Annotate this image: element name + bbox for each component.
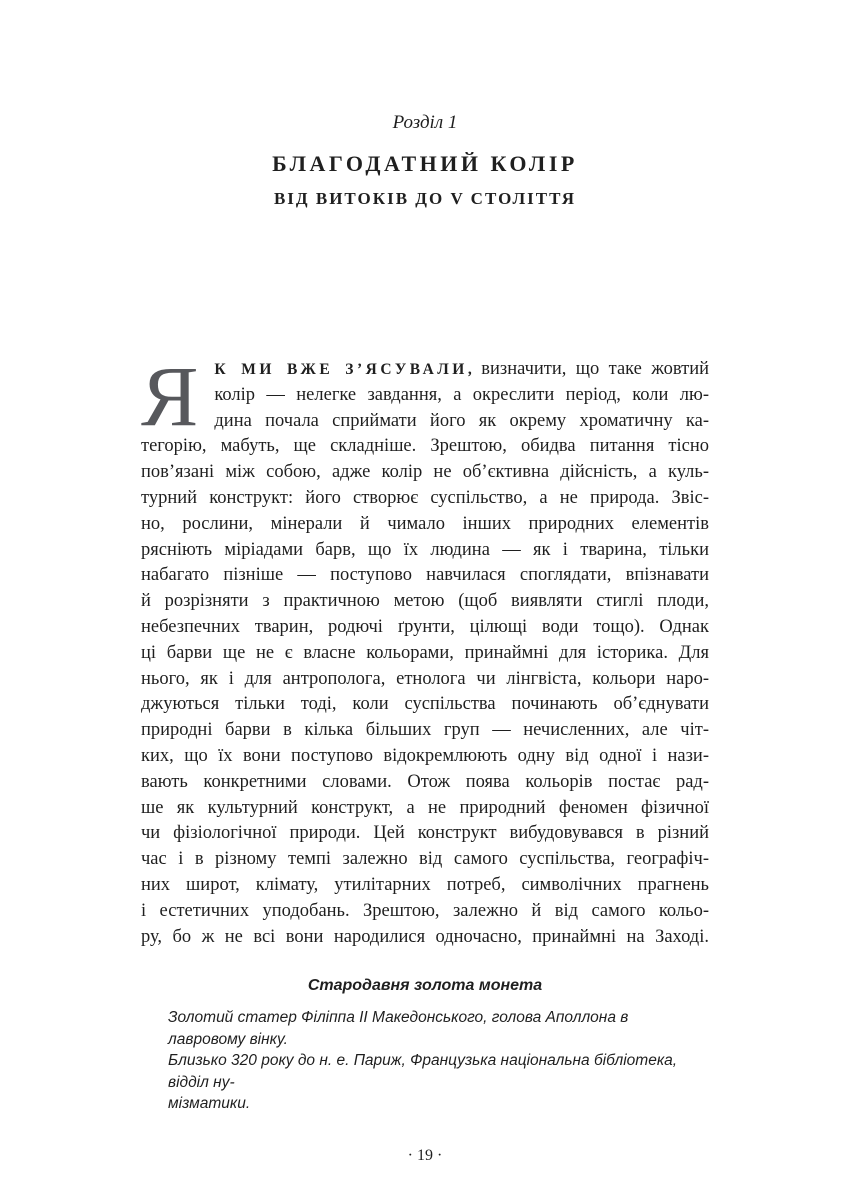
caption-title: Стародавня золота монета	[307, 977, 543, 995]
body-line: рясніють міріадами барв, що їх людина — як і тварина, тільки	[141, 539, 709, 560]
caption-line: Золотий статер Філіппа II Македонського, голова Аполлона в лавровому вінку.	[168, 1009, 629, 1048]
body-line: нього, як і для антрополога, етнолога чи лінгвіста, кольори наро-	[141, 668, 709, 689]
caption-line: Близько 320 року до н. е. Париж, Французька національна бібліотека, відділ ну-	[168, 1052, 678, 1091]
body-line: ці барви ще не є власне кольорами, принаймні для історика. Для	[141, 642, 709, 663]
lead-line	[214, 357, 709, 383]
body-line: природні барви в кілька більших груп — нечисленних, але чіт-	[141, 720, 709, 741]
lead-smallcaps: К МИ ВЖЕ З’ЯСУВАЛИ,	[214, 361, 476, 378]
body-line: вають конкретними словами. Отож поява кольорів постає рад-	[141, 771, 709, 792]
body-line: ше як культурний конструкт, а не природний феномен фізичної	[141, 797, 709, 818]
body-paragraph	[141, 348, 709, 950]
body-line: пов’язані між собою, адже колір не об’єктивна дійсність, а куль-	[141, 462, 709, 483]
body-line: і естетичних уподобань. Зрештою, залежно й від самого кольо-	[141, 900, 709, 921]
chapter-title: БЛАГОДАТНИЙ КОЛІР	[272, 151, 578, 176]
body-line: й розрізняти з практичною метою (щоб виявляти стиглі плоди,	[141, 591, 709, 612]
lead-rest: визначити, що таке жовтий	[481, 359, 709, 379]
body-line: час і в різному темпі залежно від самого суспільства, географіч-	[141, 849, 709, 870]
body-line: небезпечних тварин, родючі ґрунти, цілющі води тощо). Однак	[141, 616, 709, 637]
body-line: дина почала сприймати його як окрему хроматичну ка-	[214, 410, 709, 431]
body-line: чи фізіологічної природи. Цей конструкт вибудовувався в різний	[141, 823, 709, 844]
body-line: тегорію, мабуть, ще складніше. Зрештою, обидва питання тісно	[141, 436, 709, 457]
caption-body	[168, 1007, 692, 1115]
chapter-label: Розділ 1	[392, 112, 458, 133]
body-line: ру, бо ж не всі вони народилися одночасно, принаймні на Заході.	[141, 926, 709, 947]
chapter-subtitle: ВІД ВИТОКІВ ДО V СТОЛІТТЯ	[273, 189, 577, 208]
body-line: колір — нелегке завдання, а окреслити період, коли лю-	[214, 384, 709, 405]
caption-line: мізматики.	[168, 1095, 251, 1113]
body-line: джуються тільки тоді, коли суспільства починають об’єднувати	[141, 694, 709, 715]
page-content	[0, 111, 849, 1166]
body-line: но, рослини, мінерали й чимало інших природних елементів	[141, 513, 709, 534]
page-number: · 19 ·	[407, 1146, 443, 1164]
body-line: них широт, клімату, утилітарних потреб, символічних прагнень	[141, 874, 709, 895]
body-lines	[141, 383, 709, 951]
body-line: турний конструкт: його створює суспільство, а не природа. Звіс-	[141, 487, 709, 508]
drop-cap: Я	[141, 348, 199, 444]
body-line: набагато пізніше — поступово навчилася споглядати, впізнавати	[141, 565, 709, 586]
body-line: ких, що їх вони поступово відокремлюють одну від одної і нази-	[141, 745, 709, 766]
